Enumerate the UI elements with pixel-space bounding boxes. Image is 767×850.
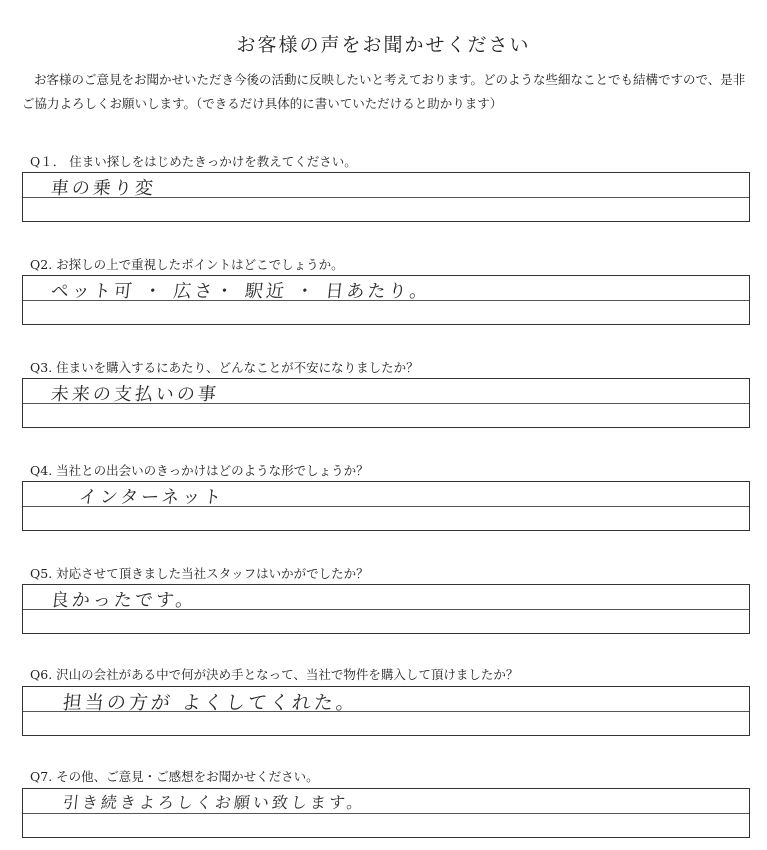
answer-box-2 [22,275,750,325]
answer-6-text: 担当の方が よくしてくれた。 [61,692,360,714]
answer-4-text: インターネット [77,487,226,508]
answer-box-3 [22,378,750,428]
question-7-label: Q7. その他、ご意見・ご感想をお聞かせください。 [30,769,319,784]
answer-box-6 [22,686,750,736]
question-1-label: Q１． 住まい探しをはじめたきっかけを教えてください。 [30,154,357,169]
question-3-label: Q3. 住まいを購入するにあたり、どんなことが不安になりましたか？ [30,360,419,375]
answer-7-text: 引き続きよろしくお願い致します。 [61,793,367,812]
question-4-label: Q4. 当社との出会いのきっかけはどのような形でしょうか？ [30,463,369,478]
question-6-label: Q6. 沢山の会社がある中で何が決め手となって、当社で物件を購入して頂けましたか？ [30,667,519,682]
answer-1-text: 車の乗り変 [49,178,157,199]
answer-2-text: ペット可 ・ 広さ・ 駅近 ・ 日あたり。 [49,281,432,302]
answer-box-4 [22,481,750,531]
answer-5-text: 良かったです。 [49,590,198,611]
question-5-label: Q5. 対応させて頂きました当社スタッフはいかがでしたか？ [30,566,369,581]
question-2-label: Q2. お探しの上で重視したポイントはどこでしょうか。 [30,257,344,272]
answer-3-text: 未来の支払いの事 [49,384,220,405]
answer-box-5 [22,584,750,634]
answer-divider [23,813,749,814]
answer-box-1 [22,172,750,222]
answer-box-7 [22,788,750,838]
page-title: お客様の声をお聞かせください [236,34,531,56]
intro-text: お客様のご意見をお聞かせいただき今後の活動に反映したいと考えております。どのような些細なことでも結構ですので、是非ご協力よろしくお願いします。（できるだけ具体的に書いていただけると助かります） [22,72,746,111]
